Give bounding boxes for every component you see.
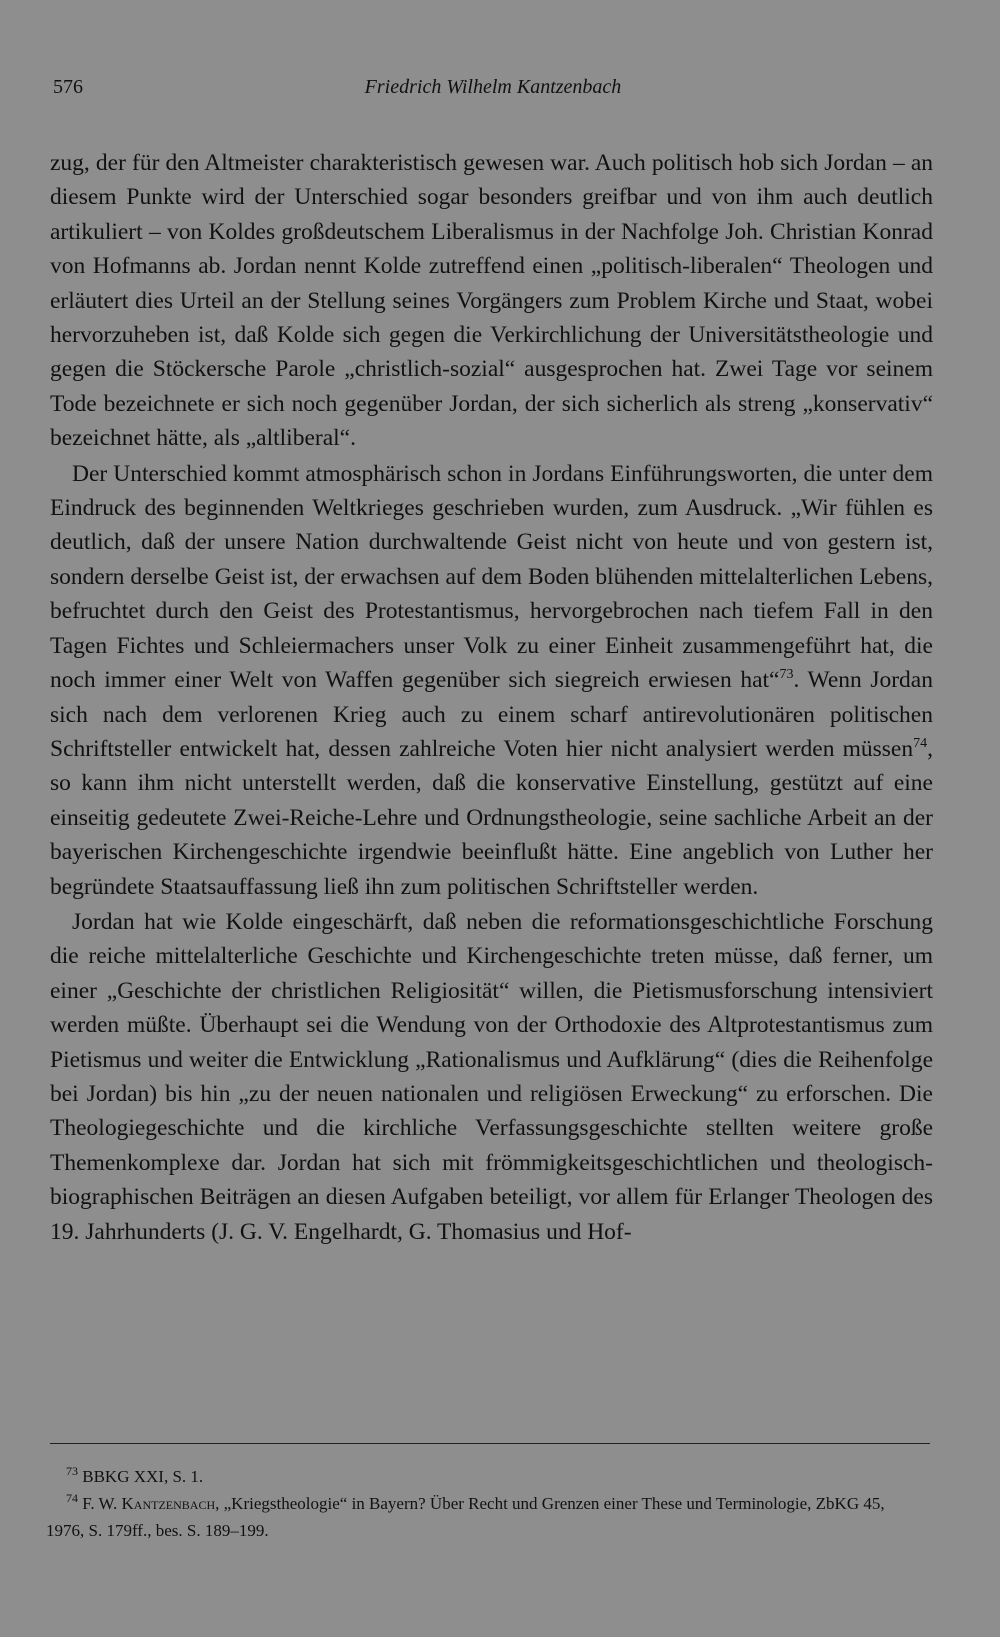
paragraph-3	[50, 905, 933, 1249]
paragraph-3-text: Jordan hat wie Kolde eingeschärft, daß neben die reformationsgeschichtliche Forschung die reiche mittelalterliche Geschichte und Kirchengeschichte treten müsse, daß ferner, um einer „Geschichte der christlichen Religiosität“ willen, die Pietismusforschung intensiviert werden müßte. Überhaupt sei die Wendung von der Orthodoxie des Altprotestantismus zum Pietismus und weiter die Entwicklung „Rationalismus und Aufklärung“ (dies die Reihenfolge bei Jordan) bis hin „zu der neuen nationalen und religiösen Erweckung“ zu erforschen. Die Theologiegeschichte und die kirchliche Verfassungsgeschichte stellten weitere große Themenkomplexe dar. Jordan hat sich mit frömmigkeitsgeschichtlichen und theologisch-biographischen Beiträgen an diesen Aufgaben beteiligt, vor allem für Erlanger Theologen des 19. Jahrhunderts (J. G. V. Engelhardt, G. Thomasius und Hof-	[50, 908, 933, 1245]
page-header	[53, 76, 933, 106]
footnote-text: , „Kriegstheologie“ in Bayern? Über Recht und Grenzen einer These und Terminologie, ZbKG 45, 1976, S. 179ff., bes. S. 189–199.	[46, 1494, 885, 1540]
body-text	[50, 146, 933, 1250]
footnotes	[46, 1463, 926, 1544]
footnote-ref-73: 73	[779, 667, 794, 683]
footnote-ref-74: 74	[913, 735, 928, 751]
footnote-74	[46, 1490, 926, 1544]
paragraph-1	[50, 146, 933, 456]
footnote-number: 74	[66, 1491, 78, 1505]
footnote-number: 73	[66, 1464, 78, 1478]
paragraph-2-text-b: . Wenn Jordan sich nach dem verlorenen Krieg auch zu einem scharf antirevolutionären politischen Schriftsteller entwickelt hat, dessen zahlreiche Voten hier nicht analysiert werden müssen	[50, 667, 933, 762]
paragraph-1-text: zug, der für den Altmeister charakteristisch gewesen war. Auch politisch hob sich Jordan – an diesem Punkte wird der Unterschied sogar besonders greifbar und von ihm auch deutlich artikuliert – von Koldes großdeutschem Liberalismus in der Nachfolge Joh. Christian Konrad von Hofmanns ab. Jordan nennt Kolde zutreffend einen „politisch-liberalen“ Theologen und erläutert dies Urteil an der Stellung seines Vorgängers zum Problem Kirche und Staat, wobei hervorzuheben ist, daß Kolde sich gegen die Verkirchlichung der Universitätstheologie und gegen die Stöckersche Parole „christlich-sozial“ ausgesprochen hat. Zwei Tage vor seinem Tode bezeichnete er sich noch gegenüber Jordan, der sich sicherlich als streng „konservativ“ bezeichnet hätte, als „altliberal“.	[50, 150, 933, 452]
page-number: 576	[53, 76, 83, 98]
paragraph-2-text-c: , so kann ihm nicht unterstellt werden, daß die konservative Einstellung, gestützt auf eine einseitig gedeutete Zwei-Reiche-Lehre und Ordnungstheologie, seine sachliche Arbeit an der bayerischen Kirchengeschichte irgendwie beeinflußt hätte. Eine angeblich von Luther her begründete Staatsauffassung ließ ihn zum politischen Schriftsteller werden.	[50, 735, 933, 900]
footnote-divider	[50, 1443, 930, 1444]
running-head: Friedrich Wilhelm Kantzenbach	[364, 76, 622, 98]
footnote-text: BBKG XXI, S. 1.	[82, 1467, 204, 1486]
footnote-author: F. W. Kantzenbach	[82, 1494, 216, 1513]
footnote-73	[46, 1463, 926, 1490]
paragraph-2	[50, 457, 933, 904]
paragraph-2-text-a: Der Unterschied kommt atmosphärisch schon in Jordans Einführungsworten, die unter dem Eindruck des beginnenden Weltkrieges geschrieben wurden, zum Ausdruck. „Wir fühlen es deutlich, daß der unsere Nation durchwaltende Geist nicht von heute und von gestern ist, sondern derselbe Geist ist, der erwachsen auf dem Boden blühenden mittelalterlichen Lebens, befruchtet durch den Geist des Protestantismus, hervorgebrochen nach tiefem Fall in den Tagen Fichtes und Schleiermachers unser Volk zu einer Einheit zusammengeführt hat, die noch immer einer Welt von Waffen gegenüber sich siegreich erwiesen hat“	[50, 460, 933, 694]
